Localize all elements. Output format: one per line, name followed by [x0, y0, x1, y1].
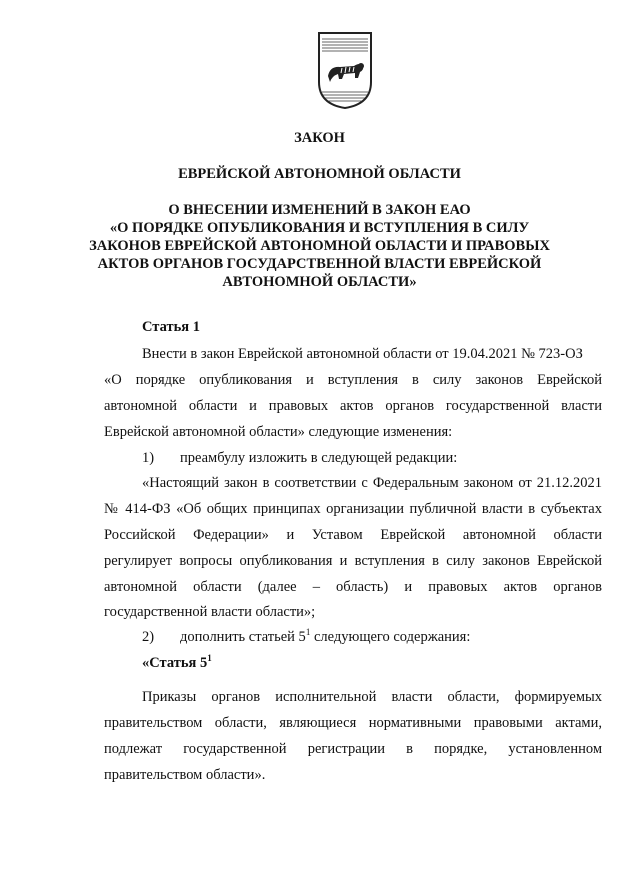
new-article-line: правительством области». [104, 767, 266, 783]
coat-of-arms-icon [316, 30, 374, 110]
preamble-line: регулирует вопросы опубликования и вступления в силу законов Еврейской [104, 553, 602, 569]
law-subject-line: О ВНЕСЕНИИ ИЗМЕНЕНИЙ В ЗАКОН ЕАО [168, 202, 471, 218]
item-text-tail: следующего содержания: [310, 629, 471, 645]
law-subject-line: АВТОНОМНОЙ ОБЛАСТИ» [222, 274, 417, 290]
region-name: ЕВРЕЙСКОЙ АВТОНОМНОЙ ОБЛАСТИ [178, 166, 461, 182]
item-number: 2) [142, 629, 155, 645]
preamble-line: автономной области (далее – область) и правовых актов органов [104, 579, 602, 595]
new-article-heading [142, 654, 212, 672]
superscript: 1 [305, 627, 311, 637]
item-text: преамбулу изложить в следующей редакции: [180, 450, 458, 466]
item-text-main: дополнить статьей 5 [180, 629, 306, 645]
item-number: 1) [142, 450, 155, 466]
law-subject [0, 201, 639, 291]
intro-line: «О порядке опубликования и вступления в силу законов Еврейской [104, 372, 602, 388]
item-text [180, 628, 470, 646]
article-heading: Статья 1 [142, 319, 200, 335]
superscript: 1 [207, 653, 212, 663]
preamble-line: государственной власти области»; [104, 604, 316, 620]
intro-line: Еврейской автономной области» следующие изменения: [104, 424, 453, 440]
new-article-line: Приказы органов исполнительной власти области, формируемых [142, 689, 602, 705]
intro-line: Внести в закон Еврейской автономной области от 19.04.2021 № 723-ОЗ [142, 346, 583, 362]
preamble-line: Российской Федерации» и Уставом Еврейской автономной области [104, 527, 602, 543]
law-subject-line: «О ПОРЯДКЕ ОПУБЛИКОВАНИЯ И ВСТУПЛЕНИЯ В СИЛУ [109, 220, 530, 236]
law-subject-line: АКТОВ ОРГАНОВ ГОСУДАРСТВЕННОЙ ВЛАСТИ ЕВРЕЙСКОЙ [97, 256, 542, 272]
preamble-line: № 414-ФЗ «Об общих принципах организации публичной власти в субъектах [104, 501, 602, 517]
document-title: ЗАКОН [294, 130, 345, 146]
intro-line: автономной области и правовых актов органов государственной власти [104, 398, 602, 414]
new-article-heading-text: «Статья 5 [142, 655, 208, 671]
preamble-line: «Настоящий закон в соответствии с Федеральным законом от 21.12.2021 [142, 475, 602, 491]
new-article-line: правительством области, являющиеся нормативными правовыми актами, [104, 715, 602, 731]
new-article-line: подлежат государственной регистрации в порядке, установленном [104, 741, 602, 757]
law-subject-line: ЗАКОНОВ ЕВРЕЙСКОЙ АВТОНОМНОЙ ОБЛАСТИ И ПРАВОВЫХ [89, 238, 550, 254]
